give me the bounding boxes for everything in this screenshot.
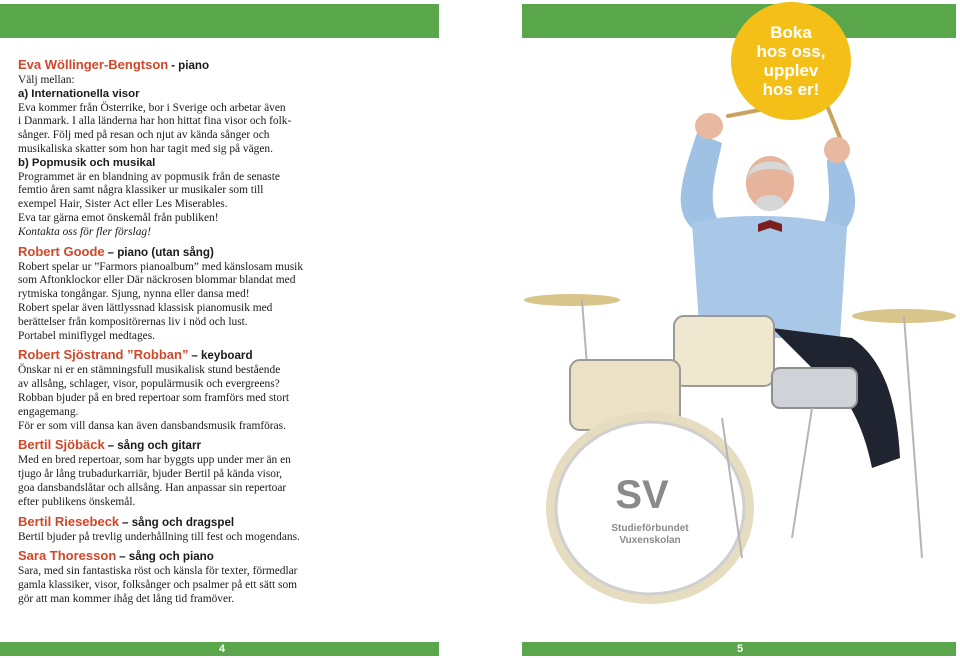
artist-instrument: – keyboard	[191, 349, 253, 363]
left-hand	[695, 113, 723, 139]
text-line: Sara, med sin fantastiska röst och känsla för texter, förmedlar	[18, 565, 298, 578]
text-line: gamla klassiker, visor, folksånger och psalmer på ett sätt som	[18, 579, 298, 592]
artist-instrument: – piano (utan sång)	[107, 245, 214, 259]
page-number-left: 4	[218, 643, 226, 655]
badge-line: hos oss,	[756, 42, 826, 61]
text-line: För er som vill dansa kan även dansbandsmusik framföras.	[18, 419, 286, 432]
eva-choose: Välj mellan:	[18, 74, 75, 86]
artist-name: Eva Wöllinger-Bengtson	[18, 57, 169, 72]
text-line: Robert spelar ur ”Farmors pianoalbum” med känslosam musik	[18, 260, 304, 273]
text-line: Robban bjuder på en bred repertoar som framförs med stort	[18, 391, 290, 404]
right-hand	[824, 137, 850, 163]
robert-goode-heading	[18, 244, 336, 261]
text-line: som Aftonklockor eller Där näckrosen blommar blandat med	[18, 274, 296, 287]
badge-line: Boka	[770, 23, 812, 42]
text-line: goa dansbandslåtar och allsång. Han anpassar sin repertoar	[18, 481, 287, 494]
bertil-r-heading	[18, 514, 336, 531]
artist-name: Robert Sjöstrand ”Robban”	[18, 347, 189, 363]
text-line: Portabel miniflygel medtages.	[18, 329, 155, 342]
snare-drum	[772, 368, 857, 408]
text-line: Bertil bjuder på trevlig underhållning till fest och mogendans.	[18, 530, 300, 543]
header-bar-left	[0, 4, 439, 38]
drum-logo-line1: Studieförbundet	[611, 523, 689, 534]
eva-heading	[18, 57, 336, 74]
artist-name: Bertil Riesebeck	[18, 513, 120, 529]
artist-instrument: – sång och gitarr	[107, 439, 201, 453]
text-line: Robert spelar även lättlyssnad klassisk pianomusik med	[18, 301, 273, 314]
text-line	[18, 226, 336, 240]
tom-drum	[674, 316, 774, 386]
right-arm	[822, 156, 855, 233]
text-line: av allsång, schlager, visor, populärmusik och evergreens?	[18, 378, 280, 391]
text-line: efter publikens önskemål.	[18, 495, 136, 508]
text-line: Eva tar gärna emot önskemål från publiken!	[18, 211, 219, 224]
artist-instrument: – sång och dragspel	[122, 515, 235, 529]
eva-b-title: b) Popmusik och musikal	[18, 156, 156, 169]
sv-logo: SV	[615, 473, 669, 517]
text-line: Önskar ni er en stämningsfull musikalisk stund bestående	[18, 364, 281, 377]
bertil-s-heading	[18, 437, 336, 454]
page-number-right: 5	[736, 643, 744, 655]
text-line: sånger. Följ med på resan och njut av kända sånger och	[18, 129, 270, 142]
text-line: tjugo år lång trubadurkarriär, bjuder Bertil på kända visor,	[18, 468, 283, 481]
stand-leg	[792, 408, 812, 538]
drum-logo-line2: Vuxenskolan	[619, 535, 681, 546]
text-line: exempel Hair, Sister Act eller Les Miserables.	[18, 198, 228, 211]
beard	[756, 195, 784, 211]
sara-heading	[18, 548, 336, 565]
artist-instrument: – sång och piano	[119, 550, 214, 564]
text-line: engagemang.	[18, 405, 79, 418]
badge-line: hos er!	[762, 80, 820, 99]
eva-a-title: a) Internationella visor	[18, 87, 140, 100]
text-line: musikaliska skatter som hon har tagit med sig på vägen.	[18, 142, 273, 155]
text-line: Med en bred repertoar, som har byggts upp under mer än en	[18, 454, 291, 467]
artist-name: Sara Thoresson	[18, 548, 117, 564]
booking-badge	[731, 2, 851, 120]
artist-instrument: - piano	[171, 59, 210, 72]
text-line: Eva kommer från Österrike, bor i Sverige och arbetar även	[18, 101, 286, 114]
drummer-illustration	[522, 38, 956, 630]
artist-name: Robert Goode	[18, 243, 105, 259]
text-line: i Danmark. I alla länderna har hon hittat fina visor och folk-	[18, 115, 292, 128]
text-line: femtio åren samt några klassiker ur musikaler som till	[18, 184, 264, 197]
text-line: gör att man kommer ihåg det lång tid framöver.	[18, 592, 235, 605]
artist-name: Bertil Sjöbäck	[18, 437, 105, 453]
text-line: berättelser från kompositörernas liv i nöd och lust.	[18, 315, 248, 328]
robert-s-heading	[18, 347, 336, 364]
badge-line: upplev	[763, 61, 819, 80]
left-arm	[681, 133, 722, 228]
text-line: rytmiska tongångar. Sjung, nynna eller dansa med!	[18, 288, 250, 301]
drummer-photo	[522, 38, 956, 630]
cymbal-left	[524, 294, 620, 306]
left-page-text	[18, 53, 336, 607]
cymbal-stand-right	[904, 316, 922, 558]
text-line: Programmet är en blandning av popmusik från de senaste	[18, 170, 280, 183]
contact-note: Kontakta oss för fler förslag!	[18, 225, 151, 238]
